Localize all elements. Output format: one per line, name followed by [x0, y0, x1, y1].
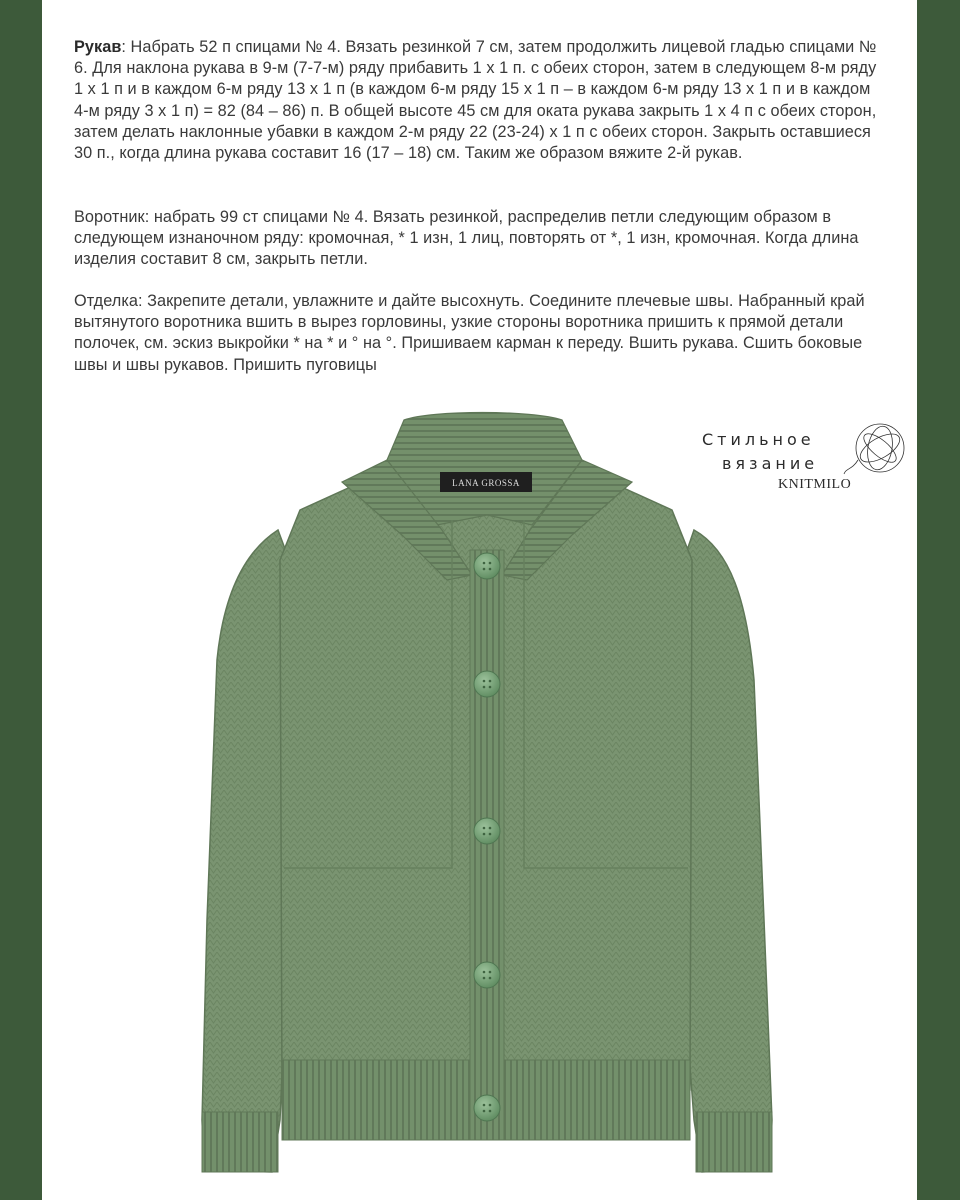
- button-4: [474, 962, 500, 988]
- document-page: [42, 0, 917, 1200]
- left-cuff: [202, 1112, 278, 1172]
- paragraph-collar: [74, 207, 880, 271]
- button-5: [474, 1095, 500, 1121]
- brand-label-text: LANA GROSSA: [452, 478, 520, 488]
- watermark: [692, 418, 917, 498]
- paragraph-sleeve: [74, 37, 880, 164]
- cardigan-photo: [42, 400, 917, 1200]
- right-cuff: [696, 1112, 772, 1172]
- button-1: [474, 553, 500, 579]
- sleeve-text: : Набрать 52 п спицами № 4. Вязать резинкой 7 см, затем продолжить лицевой гладью спицами № 6. Для наклона рукава в 9-м (7-7-м) ряду прибавить 1 х 1 п. с обеих сторон, затем в следующем 8-м ряду 1 х 1 п и в каждом 6-м ряду 13 х 1 п (в каждом 6-м ряду 15 х 1 п – в каждом 6-м ряду 13 х 1 п и в каждом 4-м ряду 3 х 1 п) = 82 (84 – 86) п. В общей высоте 45 см для оката рукава закрыть 1 х 4 п с обеих сторон, затем делать наклонные убавки в каждом 2-м ряду 22 (23-24) х 1 п с обеих сторон. Закрыть оставшиеся 30 п., когда длина рукава составит 16 (17 – 18) см. Таким же образом вяжите 2-й рукав.: [74, 38, 877, 163]
- watermark-line2: вязание: [722, 454, 819, 473]
- finishing-text: Отделка: Закрепите детали, увлажните и дайте высохнуть. Соедините плечевые швы. Набранный край вытянутого воротника вшить в вырез горловины, узкие стороны воротника пришить к прямой детали полочек, см. эскиз выкройки * на * и ° на °. Пришиваем карман к переду. Вшить рукава. Сшить боковые швы и швы рукавов. Пришить пуговицы: [74, 292, 865, 374]
- button-2: [474, 671, 500, 697]
- yarn-ball-icon: [842, 418, 912, 488]
- button-band: [470, 550, 504, 1140]
- paragraph-finishing: [74, 291, 880, 376]
- collar-text: Воротник: набрать 99 ст спицами № 4. Вязать резинкой, распределив петли следующим образом в следующем изнаночном ряду: кромочная, * 1 изн, 1 лиц, повторять от *, 1 изн, кромочная. Когда длина изделия составит 8 см, закрыть петли.: [74, 208, 859, 269]
- watermark-line3: KNITMILO: [778, 477, 852, 492]
- button-3: [474, 818, 500, 844]
- watermark-line1: Стильное: [702, 430, 815, 449]
- sleeve-heading: Рукав: [74, 38, 122, 56]
